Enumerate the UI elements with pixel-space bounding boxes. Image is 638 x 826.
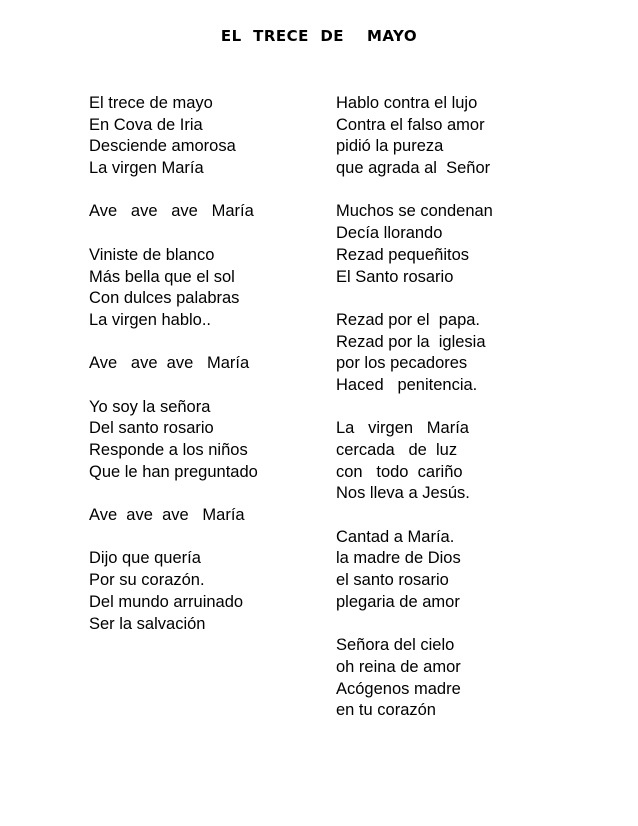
stanza-break [336, 614, 606, 636]
verse-line: la madre de Dios [336, 549, 461, 568]
verse-line: Del mundo arruinado [89, 592, 244, 611]
verse-line: La virgen María [89, 159, 204, 178]
document-title: EL TRECE DE MAYO [220, 27, 418, 45]
verse-line: Con dulces palabras [89, 289, 240, 308]
stanza-break [89, 375, 309, 397]
stanza-break [336, 397, 606, 419]
stanza-break [89, 223, 309, 245]
verse-line: cercada de luz [336, 441, 458, 459]
verse-line: Ser la salvación [89, 614, 206, 633]
verse-line: Cantad a María. [336, 527, 455, 546]
verse-line: Haced penitencia. [336, 375, 478, 394]
verse-line: La virgen María [336, 419, 469, 438]
verse-line: La virgen hablo.. [89, 310, 212, 329]
verse-line: por los pecadores [336, 354, 468, 373]
right-column [336, 93, 606, 722]
verse-line: Decía llorando [336, 224, 443, 243]
left-column [89, 93, 309, 635]
verse-line: Que le han preguntado [89, 462, 258, 481]
stanza-break [89, 527, 309, 549]
verse-line: Hablo contra el lujo [336, 94, 478, 112]
verse-line: Rezad pequeñitos [336, 245, 470, 264]
verse-line: Desciende amorosa [89, 137, 236, 156]
verse-line: con todo cariño [336, 462, 463, 481]
stanza-break [89, 483, 309, 505]
stanza-break [89, 332, 309, 354]
verse-line: plegaria de amor [336, 592, 460, 611]
verse-line: en tu corazón [336, 701, 436, 720]
verse-line: que agrada al Señor [336, 159, 491, 178]
verse-line: Contra el falso amor [336, 115, 485, 134]
verse-line: Rezad por el papa. [336, 310, 481, 329]
verse-line: El trece de mayo [89, 94, 213, 112]
verse-line: El Santo rosario [336, 267, 454, 286]
verse-line: Responde a los niños [89, 441, 248, 459]
verse-line: Viniste de blanco [89, 245, 215, 264]
verse-line: Acógenos madre [336, 679, 461, 698]
stanza-break [336, 180, 606, 202]
verse-line: Ave ave ave María [89, 202, 254, 221]
verse-line: Muchos se condenan [336, 202, 493, 221]
verse-line: Dijo que quería [89, 549, 201, 568]
verse-line: En Cova de Iria [89, 115, 203, 134]
stanza-break [336, 505, 606, 527]
stanza-break [89, 180, 309, 202]
verse-line: Por su corazón. [89, 571, 205, 590]
stanza-break [336, 288, 606, 310]
verse-line: Señora del cielo [336, 636, 455, 655]
verse-line: Más bella que el sol [89, 267, 235, 286]
verse-line: Nos lleva a Jesús. [336, 484, 470, 503]
verse-line: Ave ave ave María [89, 506, 245, 525]
verse-line: pidió la pureza [336, 137, 444, 156]
verse-line: Del santo rosario [89, 419, 214, 438]
verse-line: Rezad por la iglesia [336, 332, 486, 351]
verse-line: el santo rosario [336, 571, 449, 590]
verse-line: Yo soy la señora [89, 397, 211, 416]
verse-line: Ave ave ave María [89, 354, 250, 373]
verse-line: oh reina de amor [336, 657, 461, 676]
